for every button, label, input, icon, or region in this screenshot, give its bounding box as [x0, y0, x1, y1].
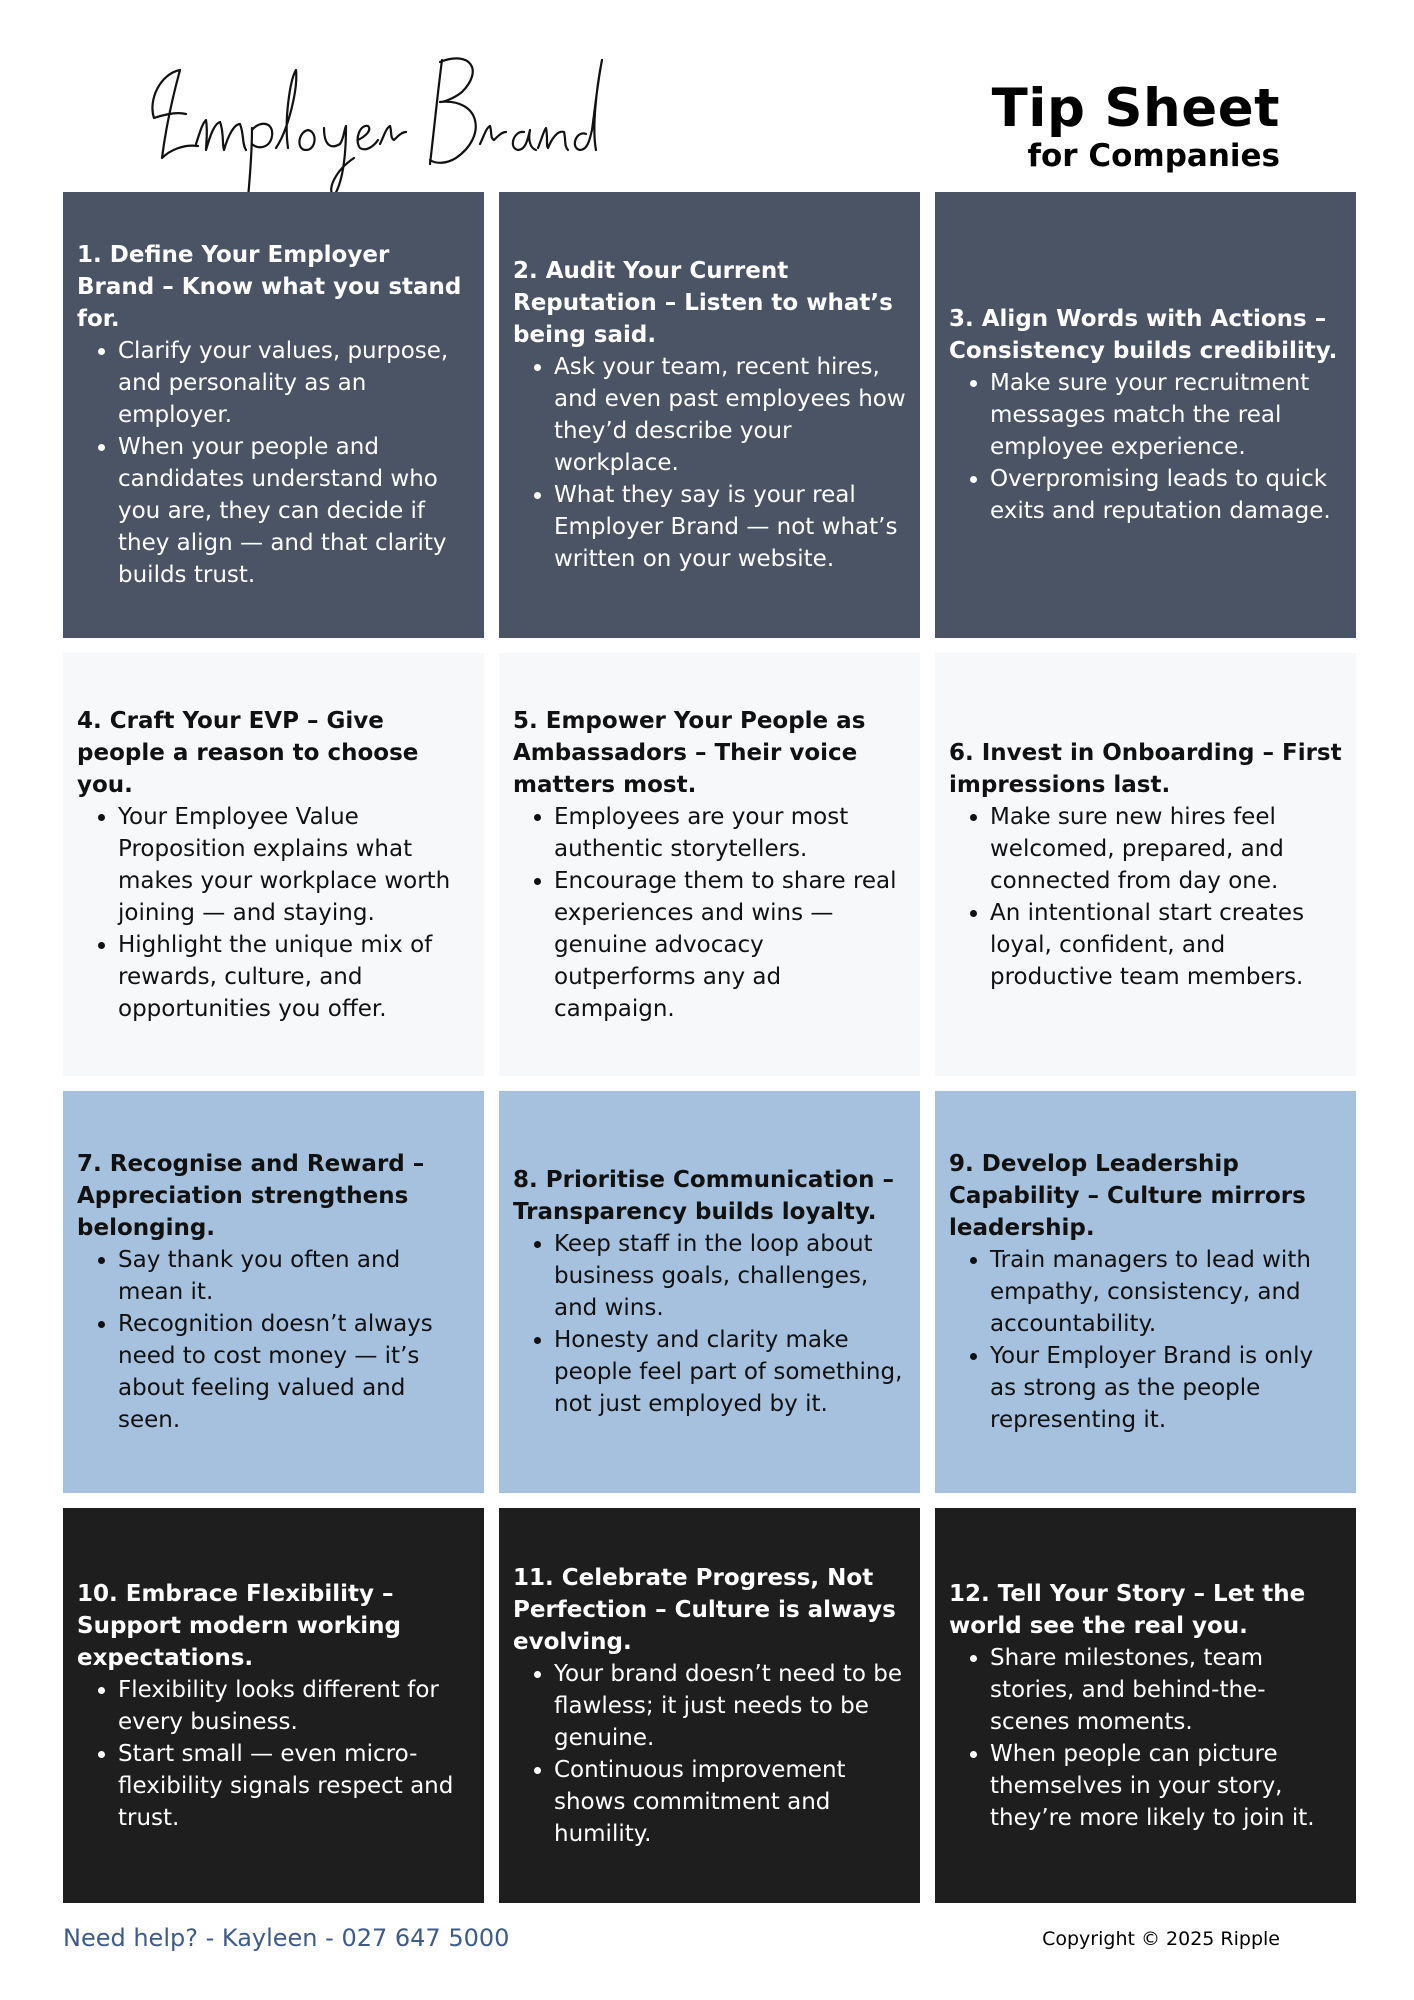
tip-bullet: • Encourage them to share real experiences and wins — genuine advocacy outperforms any ad campaign.: [554, 865, 906, 1025]
tip-bullets: [77, 801, 470, 1025]
tip-heading: 10. Embrace Flexibility – Support modern working expectations.: [77, 1580, 401, 1671]
tip-bullet: • Share milestones, team stories, and behind-the-scenes moments.: [990, 1642, 1342, 1738]
tip-bullets: [513, 801, 906, 1025]
tip-bullets: [949, 367, 1342, 527]
employer-brand-signature: [140, 40, 610, 200]
tip-heading: 7. Recognise and Reward – Appreciation strengthens belonging.: [77, 1151, 425, 1241]
tip-bullet: • Clarify your values, purpose, and personality as an employer.: [118, 335, 470, 431]
tip-bullets: [949, 801, 1342, 993]
tip-bullet: • Recognition doesn’t always need to cost money — it’s about feeling valued and seen.: [118, 1308, 470, 1436]
tip-bullets: [77, 1244, 470, 1436]
tip-card-12: [935, 1508, 1356, 1903]
tip-bullet: • Your Employer Brand is only as strong as the people representing it.: [990, 1340, 1342, 1436]
tips-grid: [63, 192, 1357, 1903]
tip-heading: 4. Craft Your EVP – Give people a reason to choose you.: [77, 707, 419, 798]
tip-bullet: • Overpromising leads to quick exits and reputation damage.: [990, 463, 1342, 527]
tip-bullets: [77, 335, 470, 591]
tip-heading: 3. Align Words with Actions – Consistency builds credibility.: [949, 306, 1338, 364]
tip-heading: 9. Develop Leadership Capability – Culture mirrors leadership.: [949, 1151, 1306, 1241]
tip-card-1: [63, 192, 484, 638]
tip-bullets: [77, 1674, 470, 1834]
tip-card-7: [63, 1091, 484, 1493]
tip-bullets: [949, 1642, 1342, 1834]
page-title: Tip Sheet: [991, 78, 1280, 139]
tip-heading: 8. Prioritise Communication – Transparency builds loyalty.: [513, 1167, 894, 1225]
tip-bullet: • Ask your team, recent hires, and even past employees how they’d describe your workplace.: [554, 351, 906, 479]
tip-card-5: [499, 653, 920, 1076]
tip-heading: 11. Celebrate Progress, Not Perfection – Culture is always evolving.: [513, 1564, 896, 1655]
tip-bullets: [513, 1228, 906, 1420]
tip-bullet: • Start small — even micro-flexibility signals respect and trust.: [118, 1738, 470, 1834]
copyright-notice: Copyright © 2025 Ripple: [1042, 1928, 1280, 1950]
tip-bullet: • Your brand doesn’t need to be flawless; it just needs to be genuine.: [554, 1658, 906, 1754]
tip-bullets: [513, 351, 906, 575]
tip-bullet: • Train managers to lead with empathy, consistency, and accountability.: [990, 1244, 1342, 1340]
tip-bullet: • When people can picture themselves in your story, they’re more likely to join it.: [990, 1738, 1342, 1834]
tip-card-9: [935, 1091, 1356, 1493]
tip-heading: 12. Tell Your Story – Let the world see the real you.: [949, 1580, 1306, 1639]
tip-bullet: • Make sure new hires feel welcomed, prepared, and connected from day one.: [990, 801, 1342, 897]
tip-card-3: [935, 192, 1356, 638]
tip-heading: 1. Define Your Employer Brand – Know what you stand for.: [77, 242, 462, 332]
tip-bullet: • Say thank you often and mean it.: [118, 1244, 470, 1308]
tip-bullet: • What they say is your real Employer Brand — not what’s written on your website.: [554, 479, 906, 575]
tip-card-10: [63, 1508, 484, 1903]
tip-bullet: • Highlight the unique mix of rewards, culture, and opportunities you offer.: [118, 929, 470, 1025]
tip-bullet: • Continuous improvement shows commitment and humility.: [554, 1754, 906, 1850]
tip-card-2: [499, 192, 920, 638]
script-logo-title: [140, 40, 610, 200]
tip-bullet: • Make sure your recruitment messages match the real employee experience.: [990, 367, 1342, 463]
tip-bullet: • Employees are your most authentic storytellers.: [554, 801, 906, 865]
tip-bullet: • Your Employee Value Proposition explains what makes your workplace worth joining — and staying.: [118, 801, 470, 929]
tip-heading: 5. Empower Your People as Ambassadors – Their voice matters most.: [513, 707, 866, 798]
page-subtitle: for Companies: [1027, 138, 1280, 174]
tip-bullet: • An intentional start creates loyal, confident, and productive team members.: [990, 897, 1342, 993]
help-contact: Need help? - Kayleen - 027 647 5000: [63, 1924, 510, 1952]
tip-bullet: • Flexibility looks different for every business.: [118, 1674, 470, 1738]
tip-card-4: [63, 653, 484, 1076]
tip-card-11: [499, 1508, 920, 1903]
tip-heading: 6. Invest in Onboarding – First impressions last.: [949, 739, 1342, 798]
tip-bullet: • When your people and candidates understand who you are, they can decide if they align — and that clarity builds trust.: [118, 431, 470, 591]
tip-sheet-heading: [992, 78, 1280, 174]
tip-card-8: [499, 1091, 920, 1493]
tip-bullet: • Keep staff in the loop about business goals, challenges, and wins.: [554, 1228, 906, 1324]
tip-bullet: • Honesty and clarity make people feel part of something, not just employed by it.: [554, 1324, 906, 1420]
tip-heading: 2. Audit Your Current Reputation – Listen to what’s being said.: [513, 258, 893, 348]
tip-bullets: [949, 1244, 1342, 1436]
tip-card-6: [935, 653, 1356, 1076]
tip-bullets: [513, 1658, 906, 1850]
